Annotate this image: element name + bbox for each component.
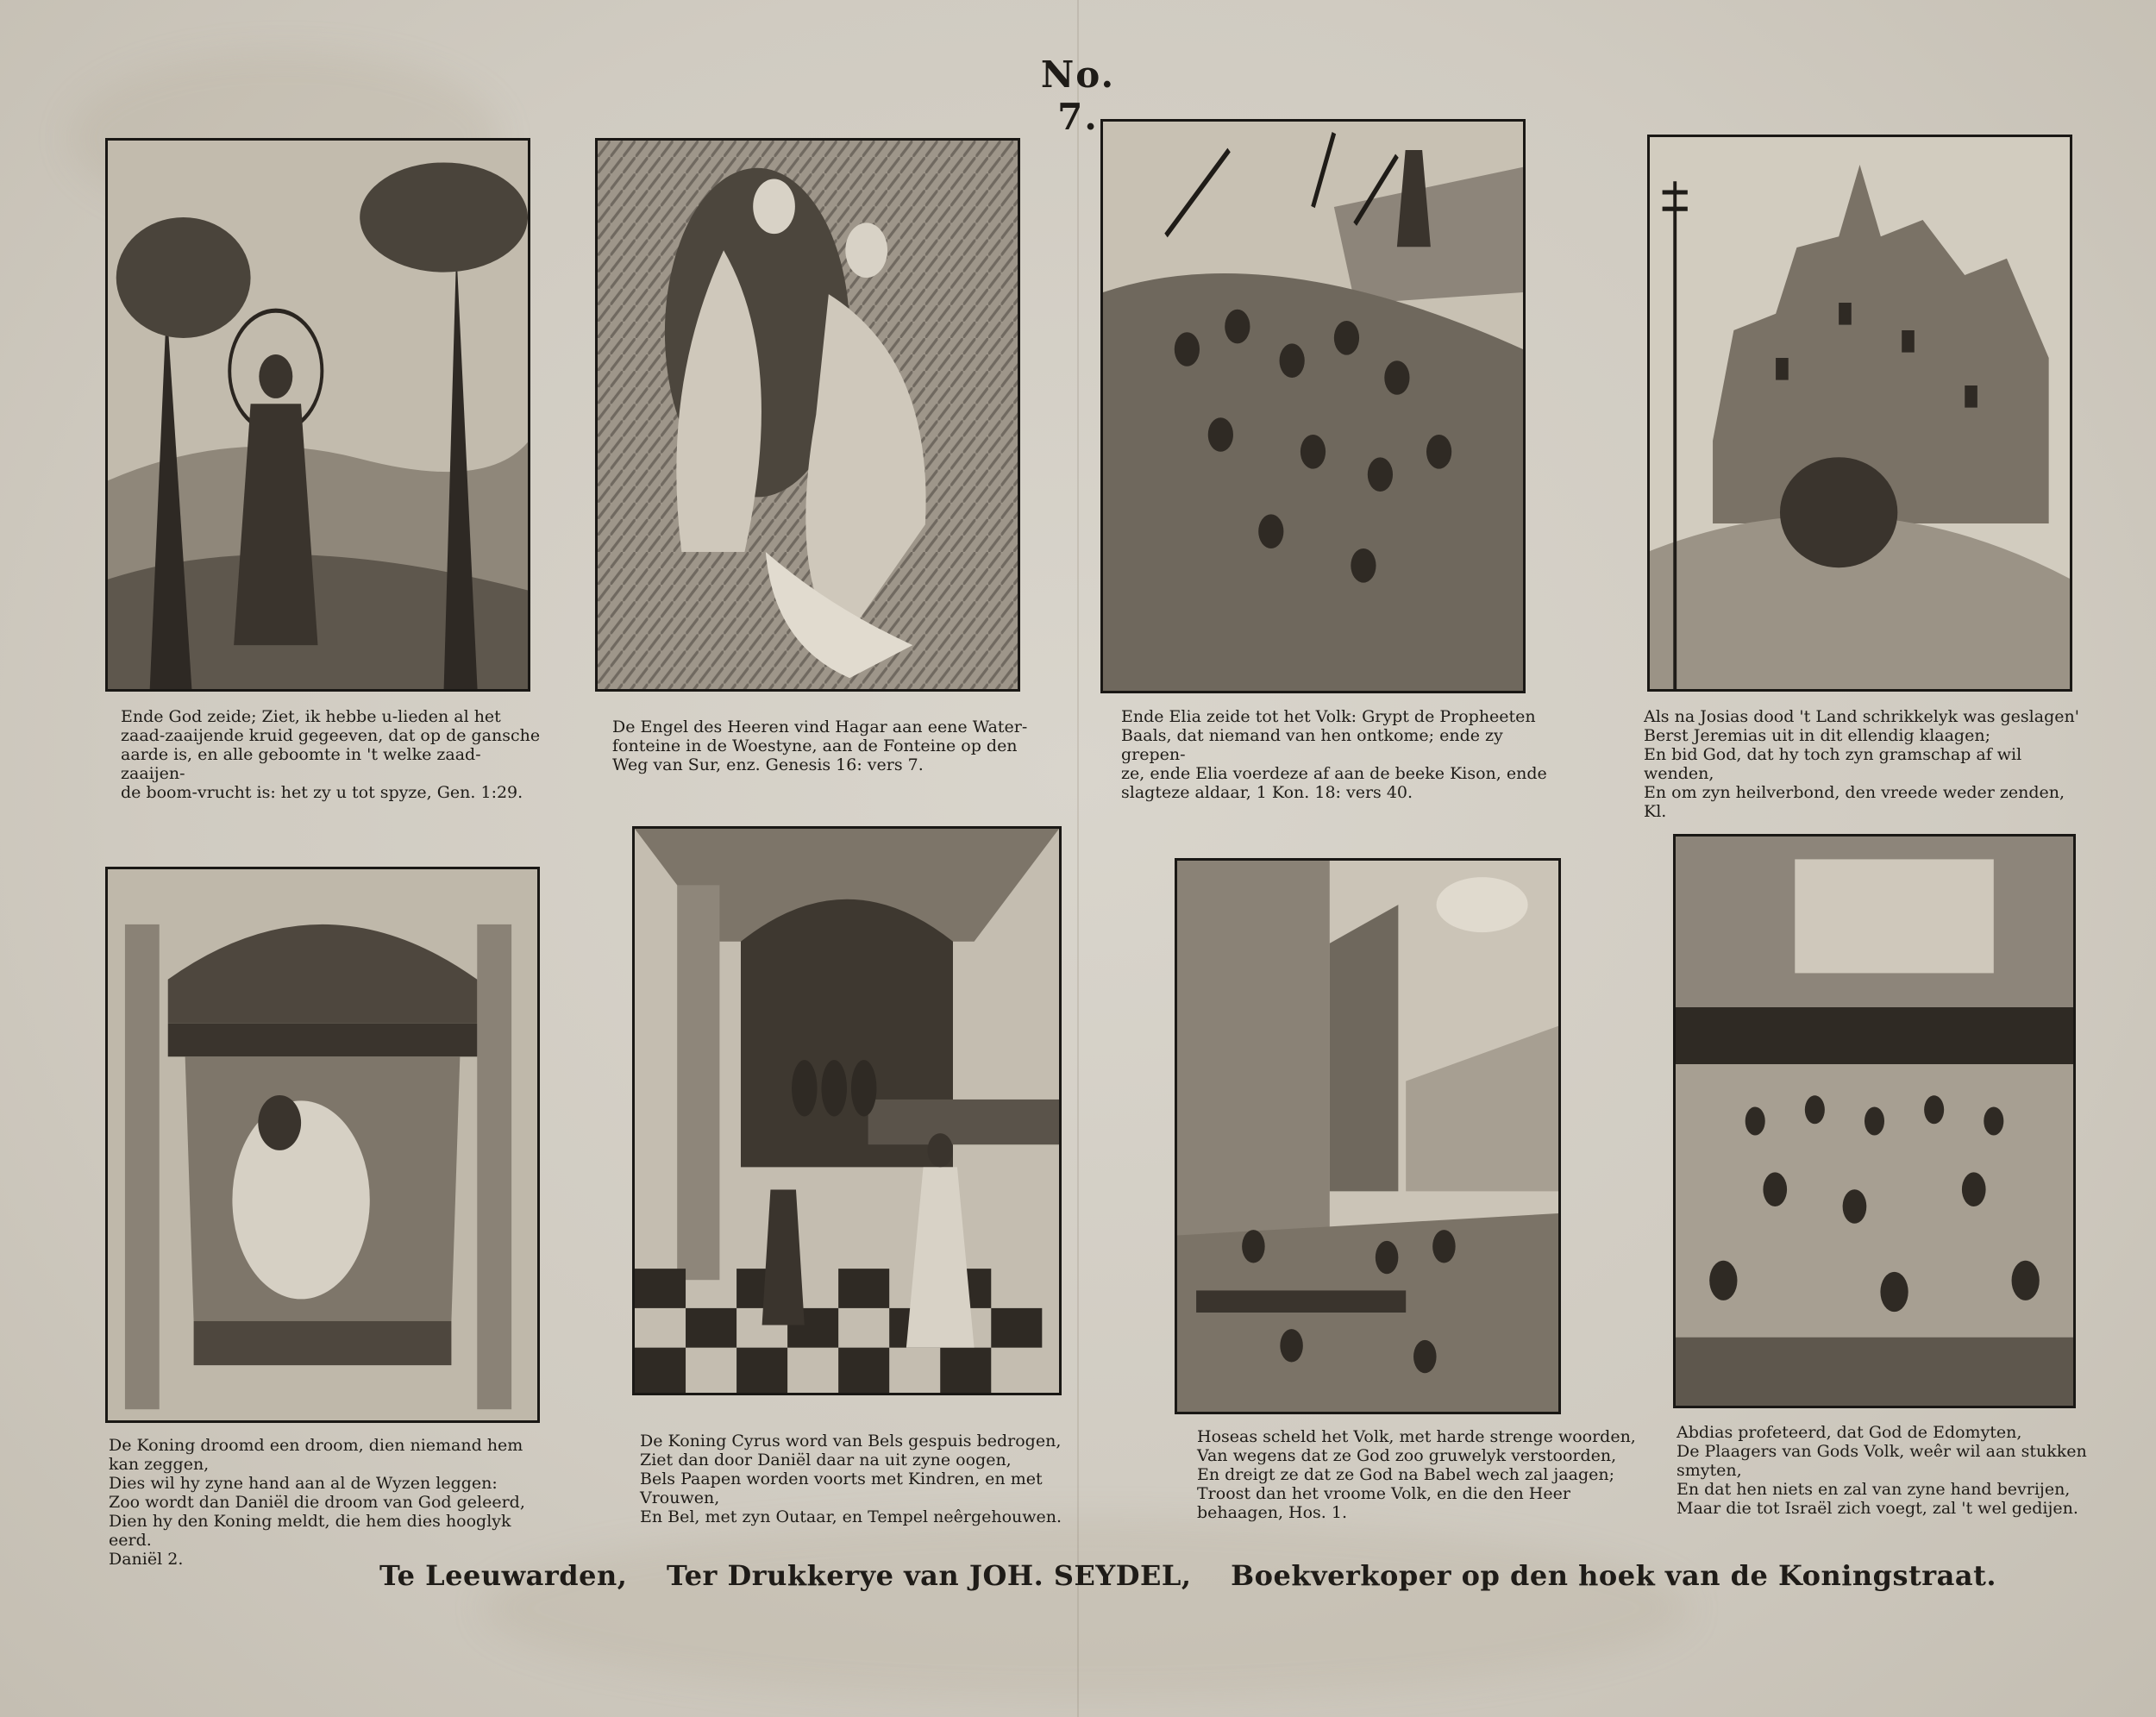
imprint-printer: Ter Drukkerye van JOH. SEYDEL, (667, 1559, 1192, 1592)
caption-hagar: De Engel des Heeren vind Hagar aan eene Water- fonteine in de Woestyne, aan de Fonteine op den Weg van Sur, enz. Genesis 16: vers 7. (612, 718, 1028, 774)
caption-bel-temple: De Koning Cyrus word van Bels gespuis bedrogen, Ziet dan door Daniël daar na uit zyne oogen, Bels Paapen worden voorts met Kindren, en met Vrouwen, En Bel, met zyn Outaar, en Tempel neêrgehouwen. (640, 1432, 1062, 1526)
sheet-number: No. 7. (1040, 53, 1116, 138)
caption-jeremiah: Als na Josias dood 't Land schrikkelyk was geslagen' Berst Jeremias uit in dit ellendig klaagen; En bid God, dat hy toch zyn gramschap af wil wenden, En om zyn heilverbond, den vreede weder zenden, Kl. (1644, 707, 2079, 821)
imprint-address: Boekverkoper op den hoek van de Koningstraat. (1231, 1559, 1997, 1592)
woodcut-hosea (1175, 858, 1561, 1414)
woodcut-nebuchadnezzar-dream (105, 867, 540, 1423)
caption-nebuchadnezzar-dream: De Koning droomd een droom, dien niemand hem kan zeggen, Dies wil hy zyne hand aan al de Wyzen leggen: Zoo wordt dan Daniël die droom van God geleerd, Dien hy den Koning meldt, die hem dies hooglyk eerd. Daniël 2. (109, 1436, 525, 1569)
woodcut-bel-temple (632, 826, 1062, 1395)
caption-hosea: Hoseas scheld het Volk, met harde strenge woorden, Van wegens dat ze God zoo gruwelyk verstoorden, En dreigt ze dat ze God na Babel wech zal jaagen; Troost dan het vroome Volk, en die den Heer behaagen, Hos. 1. (1197, 1427, 1636, 1522)
imprint-place: Te Leeuwarden, (379, 1559, 628, 1592)
caption-obadiah: Abdias profeteerd, dat God de Edomyten, De Plaagers van Gods Volk, weêr wil aan stukken smyten, En dat hen niets en zal van zyne hand bevrijen, Maar die tot Israël zich voegt, zal 't wel gedijen. (1677, 1423, 2087, 1518)
woodcut-obadiah (1673, 834, 2076, 1408)
imprint-line (379, 1559, 1997, 1592)
caption-creation: Ende God zeide; Ziet, ik hebbe u-lieden al het zaad-zaaijende kruid gegeeven, dat op de gansche aarde is, en alle geboomte in 't welke zaad-zaaijen- de boom-vrucht is: het zy u tot spyze, Gen. 1:29. (121, 707, 541, 802)
caption-elijah: Ende Elia zeide tot het Volk: Grypt de Propheeten Baals, dat niemand van hen ontkome; ende zy grepen- ze, ende Elia voerdeze af aan de beeke Kison, ende slagteze aldaar, 1 Kon. 18: vers 40. (1121, 707, 1547, 802)
paper-stain (483, 1518, 1690, 1699)
woodcut-hagar (595, 138, 1020, 692)
woodcut-creation (105, 138, 530, 692)
woodcut-jeremiah (1647, 135, 2072, 692)
woodcut-elijah (1100, 119, 1526, 693)
